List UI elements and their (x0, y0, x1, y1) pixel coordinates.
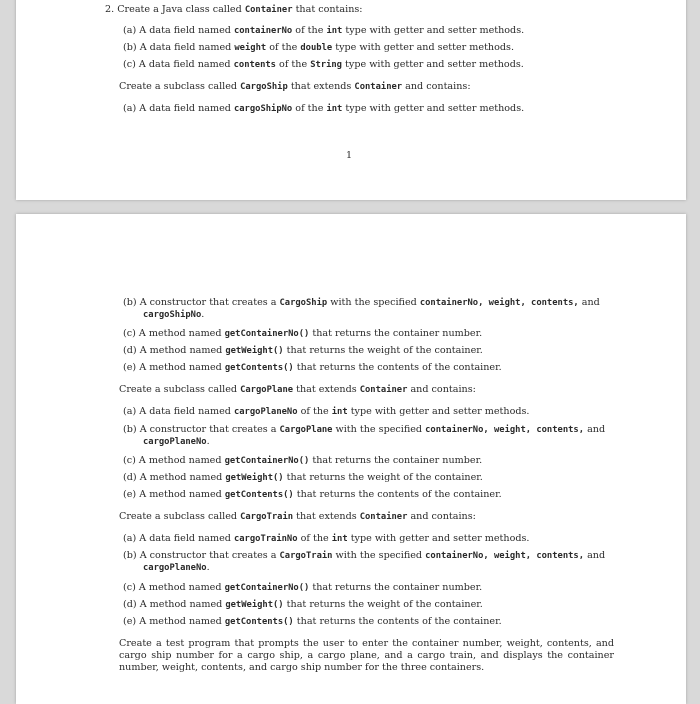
list-item: (b) A constructor that creates a CargoTrain with the specified containerNo, weight, contents, and (123, 550, 606, 561)
document-page-2 (16, 214, 686, 704)
list-item: (c) A method named getContainerNo() that returns the container number. (123, 455, 483, 466)
list-item: (d) A method named getWeight() that returns the weight of the container. (123, 599, 483, 610)
page-number: 1 (346, 150, 353, 161)
list-item: (c) A method named getContainerNo() that returns the container number. (123, 328, 483, 339)
subclass-heading: Create a subclass called CargoPlane that extends Container and contains: (119, 384, 476, 395)
subclass-heading: Create a subclass called CargoShip that extends Container and contains: (119, 81, 471, 92)
list-item: (c) A data field named contents of the String type with getter and setter methods. (123, 59, 524, 70)
list-item: (e) A method named getContents() that returns the contents of the container. (123, 489, 502, 500)
list-item: (a) A data field named containerNo of the int type with getter and setter methods. (123, 25, 525, 36)
list-item-continuation: cargoPlaneNo. (143, 436, 210, 447)
subclass-heading: Create a subclass called CargoTrain that extends Container and contains: (119, 511, 476, 522)
list-item: (a) A data field named cargoShipNo of the int type with getter and setter methods. (123, 103, 525, 114)
list-item-continuation: cargoShipNo. (143, 309, 205, 320)
list-item: (e) A method named getContents() that returns the contents of the container. (123, 616, 502, 627)
list-item: (d) A method named getWeight() that returns the weight of the container. (123, 345, 483, 356)
list-item: (b) A constructor that creates a CargoPlane with the specified containerNo, weight, contents, and (123, 424, 606, 435)
final-paragraph: Create a test program that prompts the user to enter the container number, weight, contents, and cargo ship number for a cargo ship, a cargo plane, and a cargo train, and displays the container number, weight, contents, and cargo ship number for the three containers. (119, 638, 614, 673)
list-item: (e) A method named getContents() that returns the contents of the container. (123, 362, 502, 373)
list-item: (b) A data field named weight of the double type with getter and setter methods. (123, 42, 514, 53)
list-item-continuation: cargoPlaneNo. (143, 562, 210, 573)
list-item: (d) A method named getWeight() that returns the weight of the container. (123, 472, 483, 483)
list-item: (a) A data field named cargoPlaneNo of the int type with getter and setter methods. (123, 406, 530, 417)
list-item: (b) A constructor that creates a CargoShip with the specified containerNo, weight, contents, and (123, 297, 600, 308)
list-item: (a) A data field named cargoTrainNo of the int type with getter and setter methods. (123, 533, 530, 544)
question-heading: 2. Create a Java class called Container that contains: (105, 4, 363, 15)
list-item: (c) A method named getContainerNo() that returns the container number. (123, 582, 483, 593)
document-page-1 (16, 0, 686, 200)
